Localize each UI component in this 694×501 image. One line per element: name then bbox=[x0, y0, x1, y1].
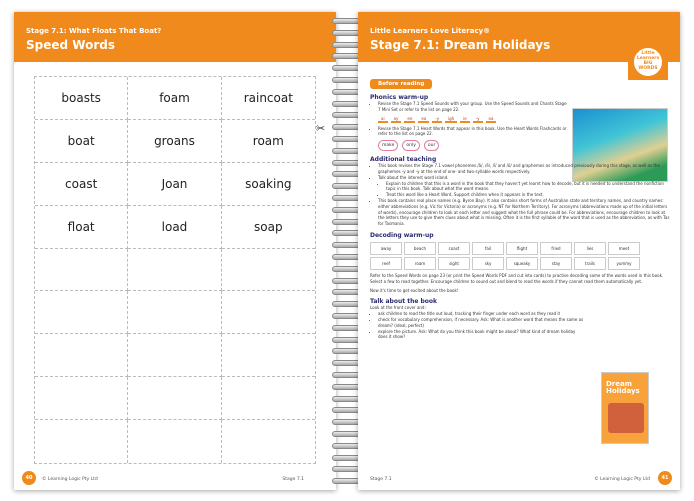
book-cover-image bbox=[608, 403, 644, 433]
badge-text: Little Learners BIG WORDS bbox=[636, 51, 660, 71]
speed-word-card bbox=[128, 249, 221, 292]
speed-word-card: soaking bbox=[222, 163, 315, 206]
additional-bullet: • Treat this word like a Heart Word. Support children when it appears in the text. bbox=[386, 192, 670, 198]
speed-word-card bbox=[222, 291, 315, 334]
speed-word-card: coast bbox=[35, 163, 128, 206]
speed-word-card: boasts bbox=[35, 77, 128, 120]
left-footer-copyright: © Learning Logic Pty Ltd bbox=[42, 477, 98, 482]
additional-bullet: • Talk about the interest word island. bbox=[378, 175, 670, 181]
speed-word-card: boat bbox=[35, 120, 128, 163]
phoneme-chip: ay bbox=[391, 116, 402, 123]
phonics-list bbox=[370, 101, 570, 113]
talk-bullet: • ask children to read the title out loud, tracking their finger under each word as they read it bbox=[378, 311, 585, 317]
phonics-list-2 bbox=[370, 126, 570, 138]
speed-word-card bbox=[222, 420, 315, 463]
speed-word-card bbox=[128, 334, 221, 377]
decoding-word: fried bbox=[540, 242, 572, 255]
right-footer-copyright: © Learning Logic Pty Ltd bbox=[594, 477, 650, 482]
phoneme-chip: -y bbox=[473, 116, 483, 123]
decoding-word: stay bbox=[540, 257, 572, 270]
left-footer-stage: Stage 7.1 bbox=[282, 477, 304, 482]
phoneme-chip: oa bbox=[486, 116, 497, 123]
speed-word-card bbox=[35, 249, 128, 292]
left-header bbox=[14, 12, 336, 62]
decoding-word: reef bbox=[370, 257, 402, 270]
phoneme-chip: ee bbox=[404, 116, 415, 123]
scissors-icon: ✂ bbox=[316, 122, 326, 135]
decoding-word: squeaky bbox=[506, 257, 538, 270]
right-content bbox=[370, 70, 670, 340]
talk-bullet: • check for vocabulary comprehension, if necessary. Ask: What is another word that means the same as dream? (ideal, perfect) bbox=[378, 317, 585, 329]
speed-word-card: float bbox=[35, 206, 128, 249]
additional-bullet: • Explain to children that this is a word in the book that they haven't yet learnt how to decode, but it is needed to understand the nonfiction topic in this book. Talk about what the word means. bbox=[386, 181, 670, 193]
before-reading-label: Before reading bbox=[370, 79, 432, 89]
speed-word-card: Joan bbox=[128, 163, 221, 206]
speed-word-card bbox=[222, 377, 315, 420]
right-header-title: Stage 7.1: Dream Holidays bbox=[370, 38, 551, 52]
decoding-word: flight bbox=[506, 242, 538, 255]
speed-word-card bbox=[128, 377, 221, 420]
talk-bullet: • explore the picture. Ask: What do you think this book might be about? What kind of dream holiday does it show? bbox=[378, 329, 585, 341]
book-cover bbox=[601, 372, 649, 444]
speed-word-card: roam bbox=[222, 120, 315, 163]
heart-word: our bbox=[424, 140, 439, 151]
heart-word: make bbox=[378, 140, 398, 151]
decoding-heading: Decoding warm-up bbox=[370, 231, 434, 239]
decoding-word: lies bbox=[574, 242, 606, 255]
speed-word-card bbox=[222, 334, 315, 377]
right-footer-stage: Stage 7.1 bbox=[370, 477, 392, 482]
heart-words-row bbox=[378, 140, 670, 151]
speed-word-card: foam bbox=[128, 77, 221, 120]
book-cover-title: Dream Holidays bbox=[606, 380, 640, 395]
speed-word-card bbox=[128, 420, 221, 463]
speed-word-card bbox=[35, 420, 128, 463]
additional-bullet: • This book revises the Stage 7.1 vowel phonemes /ā/, /ē/, /ī/ and /ō/ and graphemes as introduced previously during this stage, as well as the graphemes -y and -y at the end of one- and two-syllable words respectively. bbox=[378, 163, 670, 175]
talk-list bbox=[370, 311, 585, 340]
speed-word-card: load bbox=[128, 206, 221, 249]
decoding-word: away bbox=[370, 242, 402, 255]
decoding-word: meet bbox=[608, 242, 640, 255]
decoding-word: beach bbox=[404, 242, 436, 255]
phoneme-chip: igh bbox=[445, 116, 457, 123]
phonics-bullet: • Revise the Stage 7.1 Heart Words that appear in this book. Use the Heart Words Flashcards or refer to the list on page 22. bbox=[378, 126, 570, 138]
talk-intro: Look at the front cover and: bbox=[370, 305, 426, 311]
speed-word-card bbox=[35, 377, 128, 420]
speed-word-card bbox=[128, 291, 221, 334]
phoneme-chip: ie bbox=[460, 116, 470, 123]
excited-text: Now it's time to get excited about the book! bbox=[370, 287, 459, 293]
phoneme-chip: -y bbox=[432, 116, 442, 123]
decoding-word: yummy bbox=[608, 257, 640, 270]
phoneme-row bbox=[378, 116, 670, 123]
decoding-word: coast bbox=[438, 242, 470, 255]
additional-bullet: • This book contains real place names (e.g. Byron Bay). It also contains short forms of Australian state and territory names, and country names: either abbreviations (e.g. Vic for Victoria) or acronyms (e.g. NT for Northern Territory). For acronyms (abbreviations made up of the initial letters of words), encourage children to look at each letter and suggest what the full phrase could be. For abbreviations, encourage children to look at the letters they use to give them clues about what is missing. Often it is the first syllable of the word that is used as the abbreviation, as with Tas for Tasmania. bbox=[378, 198, 670, 227]
speed-word-card: raincoat bbox=[222, 77, 315, 120]
decoding-word: sight bbox=[438, 257, 470, 270]
additional-heading: Additional teaching bbox=[370, 156, 437, 164]
speed-word-card: soap bbox=[222, 206, 315, 249]
left-header-title: Speed Words bbox=[26, 38, 115, 52]
speed-word-card bbox=[222, 249, 315, 292]
right-header-subtitle: Little Learners Love Literacy® bbox=[370, 27, 491, 35]
right-page bbox=[358, 12, 680, 490]
left-page bbox=[14, 12, 336, 490]
left-page-number: 40 bbox=[22, 471, 36, 485]
decoding-word: sky bbox=[472, 257, 504, 270]
decoding-text: Refer to the Speed Words on page 23 (or print the Speed Words PDF and cut into cards) to practise decoding some of the words used in this book. Select a few to read together. Encourage children to sound out and blend to read the words if they cannot read them automatically yet. bbox=[370, 272, 664, 284]
decoding-word: roam bbox=[404, 257, 436, 270]
left-header-subtitle: Stage 7.1: What Floats That Boat? bbox=[26, 27, 162, 35]
speed-word-card bbox=[35, 334, 128, 377]
right-page-number: 41 bbox=[658, 471, 672, 485]
phoneme-chip: ai bbox=[378, 116, 388, 123]
phoneme-chip: ea bbox=[418, 116, 429, 123]
speed-words-grid bbox=[34, 76, 316, 464]
speed-word-card bbox=[35, 291, 128, 334]
phonics-bullet: • Revise the Stage 7.1 Speed Sounds with your group. Use the Speed Sounds and Chants Stage 7 Mini Set or refer to the list on page 22. bbox=[378, 101, 570, 113]
decoding-word: fail bbox=[472, 242, 504, 255]
additional-list bbox=[370, 163, 670, 227]
heart-word: only bbox=[402, 140, 420, 151]
decoding-word: trails bbox=[574, 257, 606, 270]
phonics-heading: Phonics warm-up bbox=[370, 94, 429, 101]
talk-heading: Talk about the book bbox=[370, 298, 438, 306]
decoding-words-grid bbox=[370, 242, 640, 270]
speed-word-card: groans bbox=[128, 120, 221, 163]
